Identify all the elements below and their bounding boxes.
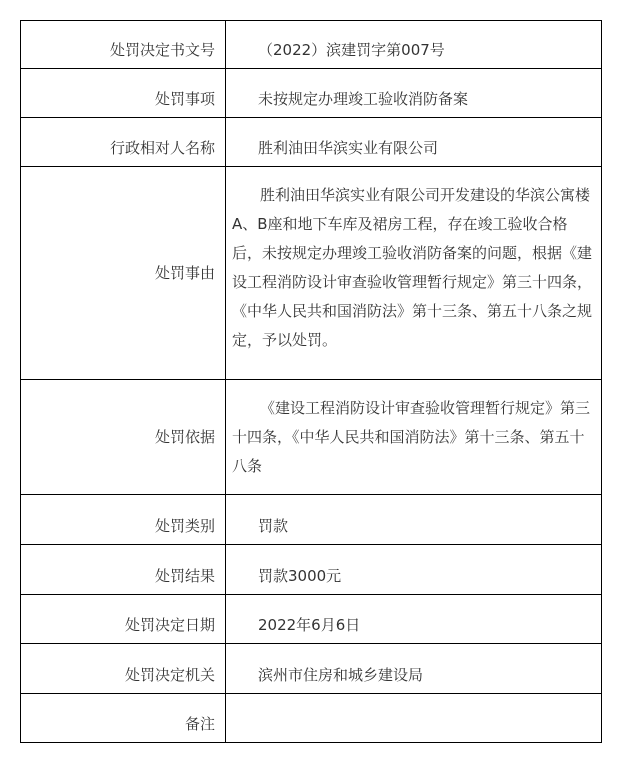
- value-decision-date: 2022年6月6日: [226, 595, 602, 644]
- label-penalty-reason: 处罚事由: [21, 167, 226, 380]
- value-decision-number: （2022）滨建罚字第007号: [226, 21, 602, 69]
- label-counterparty-name: 行政相对人名称: [21, 118, 226, 167]
- row-decision-date: [21, 595, 602, 644]
- row-counterparty-name: [21, 118, 602, 167]
- value-decision-authority: 滨州市住房和城乡建设局: [226, 644, 602, 694]
- label-decision-authority: 处罚决定机关: [21, 644, 226, 694]
- row-decision-authority: [21, 644, 602, 694]
- label-decision-date: 处罚决定日期: [21, 595, 226, 644]
- value-penalty-result: 罚款3000元: [226, 545, 602, 595]
- value-penalty-item: 未按规定办理竣工验收消防备案: [226, 69, 602, 118]
- label-penalty-item: 处罚事项: [21, 69, 226, 118]
- row-penalty-category: [21, 495, 602, 545]
- label-penalty-result: 处罚结果: [21, 545, 226, 595]
- row-decision-number: [21, 21, 602, 69]
- label-penalty-basis: 处罚依据: [21, 380, 226, 495]
- value-penalty-category: 罚款: [226, 495, 602, 545]
- row-penalty-basis: [21, 380, 602, 495]
- row-remarks: [21, 694, 602, 743]
- value-penalty-reason: 胜利油田华滨实业有限公司开发建设的华滨公寓楼A、B座和地下车库及裙房工程，存在竣工验收合格后，未按规定办理竣工验收消防备案的问题，根据《建设工程消防设计审查验收管理暂行规定》第三十四条，《中华人民共和国消防法》第十三条、第五十八条之规定，予以处罚。: [226, 167, 602, 380]
- value-counterparty-name: 胜利油田华滨实业有限公司: [226, 118, 602, 167]
- label-decision-number: 处罚决定书文号: [21, 21, 226, 69]
- value-remarks: [226, 694, 602, 743]
- row-penalty-item: [21, 69, 602, 118]
- row-penalty-result: [21, 545, 602, 595]
- row-penalty-reason: [21, 167, 602, 380]
- penalty-info-table: [20, 20, 602, 743]
- value-penalty-basis: 《建设工程消防设计审查验收管理暂行规定》第三十四条，《中华人民共和国消防法》第十三条、第五十八条: [226, 380, 602, 495]
- label-penalty-category: 处罚类别: [21, 495, 226, 545]
- label-remarks: 备注: [21, 694, 226, 743]
